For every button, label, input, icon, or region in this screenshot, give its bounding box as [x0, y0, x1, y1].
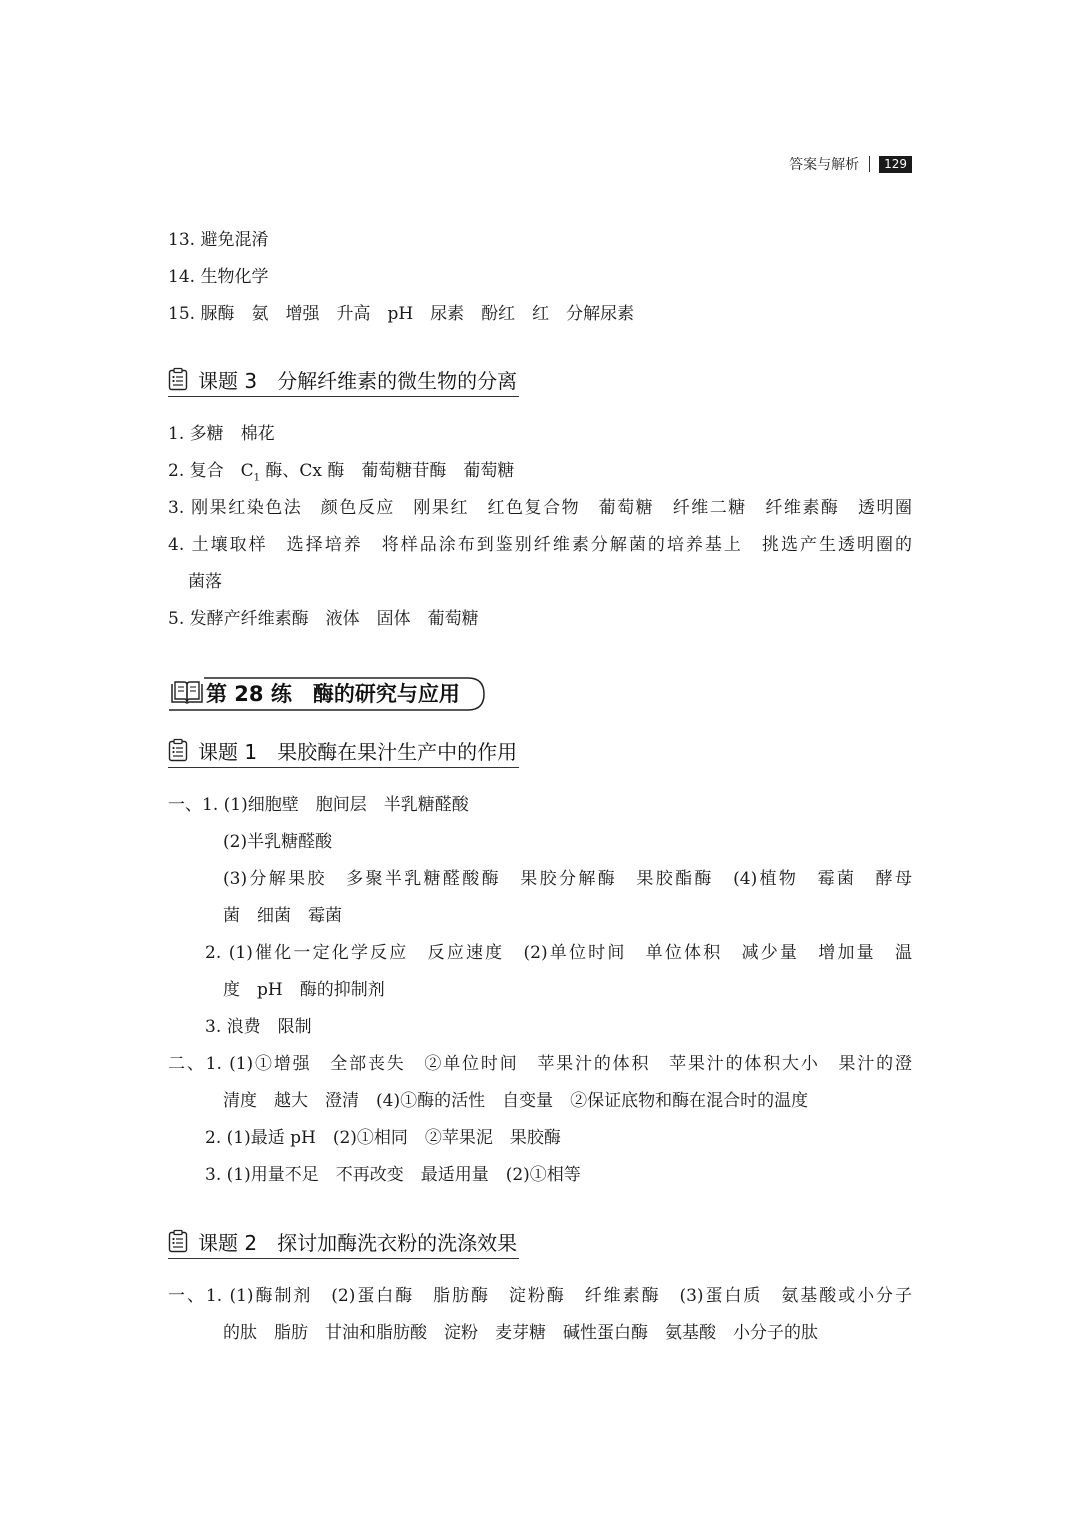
clipboard-icon — [168, 738, 188, 762]
k1-line: (2)半乳糖醛酸 — [223, 832, 333, 852]
k1-line: 清度 越大 澄清 (4)①酶的活性 自变量 ②保证底物和酶在混合时的温度 — [223, 1091, 809, 1111]
k3-item-2: 2. 复合 $C_1$ 酶、Cx 酶 葡萄糖苷酶 葡萄糖 — [168, 461, 515, 484]
k3-item-4-cont: 菌落 — [188, 572, 222, 592]
k1-line: 3. 浪费 限制 — [205, 1017, 312, 1037]
section-title: 课题 2 探讨加酶洗衣粉的洗涤效果 — [198, 1230, 518, 1255]
clipboard-icon — [168, 367, 188, 391]
header-separator — [869, 156, 870, 172]
chapter-heading — [168, 676, 460, 710]
k1-line: 一、1. (1)细胞壁 胞间层 半乳糖醛酸 — [168, 795, 469, 815]
k1-line: 2. (1)催化一定化学反应 反应速度 (2)单位时间 单位体积 减少量 增加量 温 — [205, 943, 912, 963]
page-header — [0, 153, 912, 175]
k2-line: 一、1. (1)酶制剂 (2)蛋白酶 脂肪酶 淀粉酶 纤维素酶 (3)蛋白质 氨基酸或小分子 — [168, 1286, 912, 1306]
open-book-icon — [170, 680, 204, 706]
k3-item-1: 1. 多糖 棉花 — [168, 424, 275, 444]
k1-line: (3)分解果胶 多聚半乳糖醛酸酶 果胶分解酶 果胶酯酶 (4)植物 霉菌 酵母 — [223, 869, 912, 889]
answer-item-14: 14. 生物化学 — [168, 267, 269, 287]
k1-line: 2. (1)最适 pH (2)①相同 ②苹果泥 果胶酶 — [205, 1128, 561, 1148]
page-number: 129 — [879, 156, 912, 173]
clipboard-icon — [168, 1229, 188, 1253]
k1-line: 3. (1)用量不足 不再改变 最适用量 (2)①相等 — [205, 1165, 581, 1185]
answer-item-15: 15. 脲酶 氨 增强 升高 pH 尿素 酚红 红 分解尿素 — [168, 304, 635, 324]
section-title: 课题 1 果胶酶在果汁生产中的作用 — [198, 739, 518, 764]
k2-line: 的肽 脂肪 甘油和脂肪酸 淀粉 麦芽糖 碱性蛋白酶 氨基酸 小分子的肽 — [223, 1323, 818, 1343]
subscript: 1 — [253, 472, 261, 484]
answer-item-13: 13. 避免混淆 — [168, 230, 269, 250]
k1-line: 菌 细菌 霉菌 — [223, 906, 342, 926]
chapter-title: 第 28 练 酶的研究与应用 — [206, 682, 460, 706]
k3-item-4: 4. 土壤取样 选择培养 将样品涂布到鉴别纤维素分解菌的培养基上 挑选产生透明圈的 — [168, 535, 912, 555]
section-heading-k3 — [168, 362, 519, 397]
k3-item-3: 3. 刚果红染色法 颜色反应 刚果红 红色复合物 葡萄糖 纤维二糖 纤维素酶 透明圈 — [168, 498, 912, 518]
section-heading-k1 — [168, 733, 519, 768]
k1-line: 度 pH 酶的抑制剂 — [223, 980, 385, 1000]
header-title: 答案与解析 — [789, 157, 860, 173]
section-heading-k2 — [168, 1224, 519, 1259]
k1-line: 二、1. (1)①增强 全部丧失 ②单位时间 苹果汁的体积 苹果汁的体积大小 果汁的澄 — [168, 1054, 912, 1074]
section-title: 课题 3 分解纤维素的微生物的分离 — [198, 368, 518, 393]
k3-item-5: 5. 发酵产纤维素酶 液体 固体 葡萄糖 — [168, 609, 479, 629]
